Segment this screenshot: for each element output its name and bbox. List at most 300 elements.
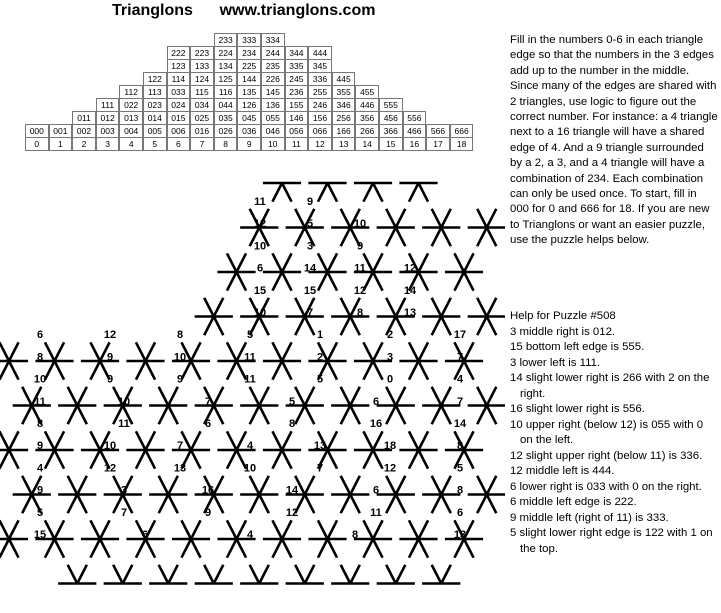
triangle-edge[interactable] xyxy=(191,520,201,539)
triangle-edge[interactable] xyxy=(22,476,32,495)
triangle-number: 10 xyxy=(253,240,267,253)
combo-cell: 006 xyxy=(167,124,191,138)
triangle-edge[interactable] xyxy=(123,565,133,584)
triangle-edge[interactable] xyxy=(227,431,237,450)
triangle-edge[interactable] xyxy=(9,361,19,380)
triangle-edge[interactable] xyxy=(272,342,282,361)
triangle-number: 4 xyxy=(36,462,44,475)
triangle-edge[interactable] xyxy=(419,520,429,539)
triangle-edge[interactable] xyxy=(159,476,169,495)
triangle-edge[interactable] xyxy=(55,342,65,361)
triangle-edge[interactable] xyxy=(487,298,497,317)
triangle-edge[interactable] xyxy=(341,209,351,228)
triangle-edge[interactable] xyxy=(168,406,178,425)
triangle-edge[interactable] xyxy=(432,406,442,425)
triangle-edge[interactable] xyxy=(341,565,351,584)
triangle-edge[interactable] xyxy=(454,272,464,291)
triangle-number: 7 xyxy=(120,506,128,519)
triangle-edge[interactable] xyxy=(272,361,282,380)
triangle-edge[interactable] xyxy=(250,495,260,514)
triangle-edge[interactable] xyxy=(100,539,110,558)
triangle-edge[interactable] xyxy=(373,520,383,539)
triangle-edge[interactable] xyxy=(237,272,247,291)
help-item: 12 slight upper right (below 11) is 336. xyxy=(510,449,703,462)
triangle-number: 10 xyxy=(103,440,117,453)
triangle-edge[interactable] xyxy=(432,476,442,495)
triangle-edge[interactable] xyxy=(396,317,406,336)
triangle-edge[interactable] xyxy=(45,539,55,558)
triangle-edge[interactable] xyxy=(477,387,487,406)
triangle-edge[interactable] xyxy=(9,431,19,450)
combo-cell: 466 xyxy=(403,124,427,138)
triangle-edge[interactable] xyxy=(9,450,19,469)
triangle-edge[interactable] xyxy=(441,565,451,584)
triangle-edge[interactable] xyxy=(191,539,201,558)
triangle-edge[interactable] xyxy=(305,476,315,495)
triangle-edge[interactable] xyxy=(191,342,201,361)
sum-cell: 13 xyxy=(332,137,356,151)
triangle-edge[interactable] xyxy=(396,476,406,495)
triangle-number: 6 xyxy=(36,329,44,342)
triangle-number: 11 xyxy=(34,395,46,408)
triangle-edge[interactable] xyxy=(318,539,328,558)
triangle-edge[interactable] xyxy=(373,272,383,291)
triangle-edge[interactable] xyxy=(295,565,305,584)
triangle-edge[interactable] xyxy=(373,361,383,380)
triangle-edge[interactable] xyxy=(100,520,110,539)
triangle-edge[interactable] xyxy=(318,183,328,202)
triangle-edge[interactable] xyxy=(328,539,338,558)
triangle-edge[interactable] xyxy=(146,450,156,469)
triangle-edge[interactable] xyxy=(477,406,487,425)
triangle-edge[interactable] xyxy=(191,361,201,380)
triangle-edge[interactable] xyxy=(282,342,292,361)
triangle-edge[interactable] xyxy=(305,495,315,514)
triangle-edge[interactable] xyxy=(464,253,474,272)
triangle-edge[interactable] xyxy=(77,495,87,514)
combo-cell: 016 xyxy=(190,124,214,138)
triangle-edge[interactable] xyxy=(386,228,396,247)
triangle-edge[interactable] xyxy=(45,450,55,469)
triangle-edge[interactable] xyxy=(68,406,78,425)
triangle-edge[interactable] xyxy=(227,272,237,291)
triangle-edge[interactable] xyxy=(295,228,305,247)
triangle-edge[interactable] xyxy=(477,209,487,228)
triangle-edge[interactable] xyxy=(214,406,224,425)
triangle-edge[interactable] xyxy=(227,253,237,272)
triangle-edge[interactable] xyxy=(305,406,315,425)
triangle-edge[interactable] xyxy=(295,406,305,425)
triangle-edge[interactable] xyxy=(363,539,373,558)
triangle-edge[interactable] xyxy=(0,520,9,539)
triangle-edge[interactable] xyxy=(363,361,373,380)
triangle-edge[interactable] xyxy=(9,342,19,361)
combo-cell: 113 xyxy=(143,85,167,99)
help-item: 6 lower right is 033 with 0 on the right. xyxy=(510,480,702,493)
triangle-edge[interactable] xyxy=(441,495,451,514)
triangle-number: 12 xyxy=(383,462,397,475)
triangle-edge[interactable] xyxy=(259,476,269,495)
triangle-edge[interactable] xyxy=(0,342,9,361)
triangle-edge[interactable] xyxy=(477,495,487,514)
triangle-edge[interactable] xyxy=(77,565,87,584)
triangle-number: 11 xyxy=(244,351,256,364)
triangle-edge[interactable] xyxy=(295,387,305,406)
triangle-number: 13 xyxy=(403,307,417,319)
triangle-edge[interactable] xyxy=(441,209,451,228)
triangle-edge[interactable] xyxy=(419,272,429,291)
triangle-edge[interactable] xyxy=(396,565,406,584)
triangle-number: 14 xyxy=(453,418,467,430)
triangle-edge[interactable] xyxy=(386,565,396,584)
triangle-edge[interactable] xyxy=(0,539,9,558)
triangle-edge[interactable] xyxy=(168,495,178,514)
triangle-edge[interactable] xyxy=(295,317,305,336)
triangle-number: 5 xyxy=(288,395,296,408)
triangle-edge[interactable] xyxy=(250,406,260,425)
triangle-edge[interactable] xyxy=(363,450,373,469)
triangle-edge[interactable] xyxy=(295,209,305,228)
triangle-edge[interactable] xyxy=(22,495,32,514)
triangle-edge[interactable] xyxy=(487,495,497,514)
triangle-edge[interactable] xyxy=(350,317,360,336)
combo-cell: 223 xyxy=(190,46,214,60)
triangle-number: 15 xyxy=(33,529,47,541)
triangle-edge[interactable] xyxy=(409,520,419,539)
triangle-edge[interactable] xyxy=(45,342,55,361)
triangle-edge[interactable] xyxy=(487,317,497,336)
triangle-edge[interactable] xyxy=(22,387,32,406)
triangle-edge[interactable] xyxy=(55,520,65,539)
triangle-edge[interactable] xyxy=(136,431,146,450)
triangle-edge[interactable] xyxy=(464,431,474,450)
triangle-edge[interactable] xyxy=(419,450,429,469)
triangle-edge[interactable] xyxy=(259,317,269,336)
triangle-edge[interactable] xyxy=(487,228,497,247)
triangle-edge[interactable] xyxy=(409,539,419,558)
triangle-edge[interactable] xyxy=(237,520,247,539)
triangle-edge[interactable] xyxy=(341,298,351,317)
triangle-edge[interactable] xyxy=(68,495,78,514)
triangle-edge[interactable] xyxy=(146,431,156,450)
triangle-edge[interactable] xyxy=(396,387,406,406)
triangle-edge[interactable] xyxy=(386,495,396,514)
triangle-edge[interactable] xyxy=(136,342,146,361)
triangle-edge[interactable] xyxy=(363,183,373,202)
triangle-edge[interactable] xyxy=(272,253,282,272)
triangle-edge[interactable] xyxy=(373,431,383,450)
triangle-edge[interactable] xyxy=(409,450,419,469)
triangle-edge[interactable] xyxy=(272,520,282,539)
combo-cell: 166 xyxy=(332,124,356,138)
triangle-edge[interactable] xyxy=(363,431,373,450)
triangle-edge[interactable] xyxy=(350,565,360,584)
triangle-edge[interactable] xyxy=(0,361,9,380)
triangle-edge[interactable] xyxy=(282,361,292,380)
triangle-edge[interactable] xyxy=(214,317,224,336)
triangle-edge[interactable] xyxy=(227,450,237,469)
triangle-edge[interactable] xyxy=(22,406,32,425)
triangle-edge[interactable] xyxy=(214,495,224,514)
combo-cell: 125 xyxy=(214,72,238,86)
triangle-edge[interactable] xyxy=(282,539,292,558)
triangle-edge[interactable] xyxy=(250,565,260,584)
triangle-edge[interactable] xyxy=(181,520,191,539)
triangle-number: 7 xyxy=(316,462,324,475)
triangle-edge[interactable] xyxy=(214,565,224,584)
triangle-edge[interactable] xyxy=(419,253,429,272)
triangle-edge[interactable] xyxy=(295,298,305,317)
triangle-edge[interactable] xyxy=(214,476,224,495)
triangle-number: 8 xyxy=(288,418,296,430)
triangle-edge[interactable] xyxy=(159,406,169,425)
triangle-number: 10 xyxy=(353,218,367,231)
triangle-number: 7 xyxy=(456,395,464,408)
combo-cell: 025 xyxy=(190,111,214,125)
triangle-edge[interactable] xyxy=(441,406,451,425)
triangle-edge[interactable] xyxy=(159,565,169,584)
triangle-edge[interactable] xyxy=(45,431,55,450)
triangle-edge[interactable] xyxy=(227,539,237,558)
triangle-edge[interactable] xyxy=(259,495,269,514)
triangle-edge[interactable] xyxy=(328,272,338,291)
triangle-edge[interactable] xyxy=(272,183,282,202)
triangle-edge[interactable] xyxy=(328,342,338,361)
triangle-edge[interactable] xyxy=(487,387,497,406)
triangle-edge[interactable] xyxy=(0,450,9,469)
triangle-edge[interactable] xyxy=(272,431,282,450)
triangle-edge[interactable] xyxy=(191,431,201,450)
triangle-edge[interactable] xyxy=(328,183,338,202)
triangle-edge[interactable] xyxy=(136,361,146,380)
triangle-number: 14 xyxy=(303,262,317,275)
triangle-edge[interactable] xyxy=(168,565,178,584)
triangle-number: 9 xyxy=(36,440,44,453)
triangle-edge[interactable] xyxy=(90,539,100,558)
triangle-edge[interactable] xyxy=(441,317,451,336)
triangle-edge[interactable] xyxy=(227,342,237,361)
triangle-edge[interactable] xyxy=(227,520,237,539)
triangle-edge[interactable] xyxy=(363,342,373,361)
triangle-edge[interactable] xyxy=(396,228,406,247)
triangle-edge[interactable] xyxy=(419,342,429,361)
triangle-edge[interactable] xyxy=(350,495,360,514)
triangle-edge[interactable] xyxy=(168,387,178,406)
triangle-edge[interactable] xyxy=(77,387,87,406)
triangle-edge[interactable] xyxy=(328,253,338,272)
triangle-edge[interactable] xyxy=(214,387,224,406)
triangle-edge[interactable] xyxy=(386,387,396,406)
triangle-edge[interactable] xyxy=(328,450,338,469)
triangle-edge[interactable] xyxy=(328,431,338,450)
triangle-number: 9 xyxy=(36,484,44,497)
triangle-edge[interactable] xyxy=(454,253,464,272)
combo-cell: 013 xyxy=(119,111,143,125)
triangle-edge[interactable] xyxy=(136,450,146,469)
triangle-edge[interactable] xyxy=(305,317,315,336)
triangle-edge[interactable] xyxy=(318,520,328,539)
triangle-edge[interactable] xyxy=(487,476,497,495)
triangle-edge[interactable] xyxy=(341,228,351,247)
triangle-edge[interactable] xyxy=(159,495,169,514)
triangle-edge[interactable] xyxy=(409,342,419,361)
triangle-edge[interactable] xyxy=(305,565,315,584)
triangle-edge[interactable] xyxy=(363,520,373,539)
triangle-edge[interactable] xyxy=(237,431,247,450)
triangle-edge[interactable] xyxy=(227,361,237,380)
triangle-edge[interactable] xyxy=(259,565,269,584)
triangle-edge[interactable] xyxy=(441,228,451,247)
triangle-edge[interactable] xyxy=(68,476,78,495)
site-url[interactable]: www.trianglons.com xyxy=(219,2,376,19)
triangle-edge[interactable] xyxy=(113,565,123,584)
triangle-edge[interactable] xyxy=(282,450,292,469)
triangle-edge[interactable] xyxy=(432,298,442,317)
triangle-edge[interactable] xyxy=(214,298,224,317)
triangle-edge[interactable] xyxy=(272,272,282,291)
triangle-edge[interactable] xyxy=(45,520,55,539)
triangle-edge[interactable] xyxy=(237,539,247,558)
combo-cell: 226 xyxy=(261,72,285,86)
triangle-edge[interactable] xyxy=(237,253,247,272)
triangle-edge[interactable] xyxy=(464,361,474,380)
triangle-edge[interactable] xyxy=(373,450,383,469)
triangle-edge[interactable] xyxy=(204,565,214,584)
triangle-edge[interactable] xyxy=(90,342,100,361)
triangle-edge[interactable] xyxy=(373,253,383,272)
triangle-edge[interactable] xyxy=(477,317,487,336)
triangle-edge[interactable] xyxy=(396,406,406,425)
triangle-edge[interactable] xyxy=(419,539,429,558)
triangle-edge[interactable] xyxy=(432,317,442,336)
triangle-edge[interactable] xyxy=(341,495,351,514)
triangle-edge[interactable] xyxy=(272,450,282,469)
triangle-edge[interactable] xyxy=(477,476,487,495)
triangle-edge[interactable] xyxy=(409,431,419,450)
triangle-edge[interactable] xyxy=(146,361,156,380)
triangle-edge[interactable] xyxy=(204,317,214,336)
triangle-edge[interactable] xyxy=(90,450,100,469)
triangle-edge[interactable] xyxy=(55,539,65,558)
triangle-edge[interactable] xyxy=(419,183,429,202)
triangle-edge[interactable] xyxy=(181,539,191,558)
triangle-edge[interactable] xyxy=(386,298,396,317)
triangle-edge[interactable] xyxy=(350,387,360,406)
triangle-edge[interactable] xyxy=(259,406,269,425)
combo-cell: 445 xyxy=(332,72,356,86)
triangle-edge[interactable] xyxy=(487,209,497,228)
triangle-edge[interactable] xyxy=(432,228,442,247)
triangle-number: 9 xyxy=(204,506,212,519)
triangle-edge[interactable] xyxy=(464,272,474,291)
triangle-edge[interactable] xyxy=(341,406,351,425)
triangle-edge[interactable] xyxy=(432,495,442,514)
triangle-edge[interactable] xyxy=(168,476,178,495)
triangle-edge[interactable] xyxy=(464,342,474,361)
triangle-edge[interactable] xyxy=(441,387,451,406)
triangle-edge[interactable] xyxy=(90,520,100,539)
triangle-edge[interactable] xyxy=(373,342,383,361)
triangle-edge[interactable] xyxy=(341,476,351,495)
triangle-edge[interactable] xyxy=(9,539,19,558)
triangle-edge[interactable] xyxy=(282,253,292,272)
triangle-edge[interactable] xyxy=(396,495,406,514)
triangle-edge[interactable] xyxy=(146,342,156,361)
triangle-edge[interactable] xyxy=(318,253,328,272)
triangle-edge[interactable] xyxy=(90,431,100,450)
triangle-edge[interactable] xyxy=(159,387,169,406)
triangle-edge[interactable] xyxy=(341,317,351,336)
triangle-edge[interactable] xyxy=(464,450,474,469)
triangle-edge[interactable] xyxy=(350,406,360,425)
triangle-edge[interactable] xyxy=(55,431,65,450)
triangle-edge[interactable] xyxy=(272,539,282,558)
triangle-edge[interactable] xyxy=(373,539,383,558)
triangle-edge[interactable] xyxy=(9,520,19,539)
triangle-edge[interactable] xyxy=(341,387,351,406)
triangle-edge[interactable] xyxy=(464,539,474,558)
triangle-edge[interactable] xyxy=(55,450,65,469)
triangle-edge[interactable] xyxy=(409,183,419,202)
triangle-edge[interactable] xyxy=(487,406,497,425)
triangle-edge[interactable] xyxy=(55,361,65,380)
triangle-edge[interactable] xyxy=(282,272,292,291)
triangle-edge[interactable] xyxy=(419,361,429,380)
triangle-edge[interactable] xyxy=(328,520,338,539)
triangle-edge[interactable] xyxy=(409,361,419,380)
triangle-edge[interactable] xyxy=(477,298,487,317)
triangle-edge[interactable] xyxy=(432,565,442,584)
triangle-edge[interactable] xyxy=(282,431,292,450)
triangle-edge[interactable] xyxy=(68,387,78,406)
triangle-edge[interactable] xyxy=(250,387,260,406)
triangle-edge[interactable] xyxy=(328,361,338,380)
triangle-edge[interactable] xyxy=(477,228,487,247)
triangle-edge[interactable] xyxy=(373,183,383,202)
triangle-edge[interactable] xyxy=(204,298,214,317)
triangle-edge[interactable] xyxy=(250,476,260,495)
triangle-edge[interactable] xyxy=(191,450,201,469)
triangle-edge[interactable] xyxy=(441,476,451,495)
triangle-edge[interactable] xyxy=(432,209,442,228)
triangle-edge[interactable] xyxy=(396,209,406,228)
triangle-edge[interactable] xyxy=(386,406,396,425)
triangle-edge[interactable] xyxy=(386,476,396,495)
triangle-edge[interactable] xyxy=(386,209,396,228)
triangle-edge[interactable] xyxy=(318,272,328,291)
combo-cell: 124 xyxy=(190,72,214,86)
triangle-edge[interactable] xyxy=(441,298,451,317)
triangle-edge[interactable] xyxy=(259,387,269,406)
triangle-edge[interactable] xyxy=(305,387,315,406)
triangle-edge[interactable] xyxy=(136,539,146,558)
triangle-edge[interactable] xyxy=(432,387,442,406)
triangle-edge[interactable] xyxy=(350,476,360,495)
triangle-edge[interactable] xyxy=(419,431,429,450)
triangle-edge[interactable] xyxy=(45,361,55,380)
triangle-edge[interactable] xyxy=(68,565,78,584)
triangle-edge[interactable] xyxy=(77,476,87,495)
triangle-edge[interactable] xyxy=(146,539,156,558)
help-item: 6 middle left edge is 222. xyxy=(510,496,637,508)
combo-cell: 335 xyxy=(285,59,309,73)
triangle-edge[interactable] xyxy=(0,431,9,450)
triangle-edge[interactable] xyxy=(282,183,292,202)
triangle-edge[interactable] xyxy=(77,406,87,425)
triangle-edge[interactable] xyxy=(454,539,464,558)
triangle-edge[interactable] xyxy=(282,520,292,539)
triangle-edge[interactable] xyxy=(90,361,100,380)
